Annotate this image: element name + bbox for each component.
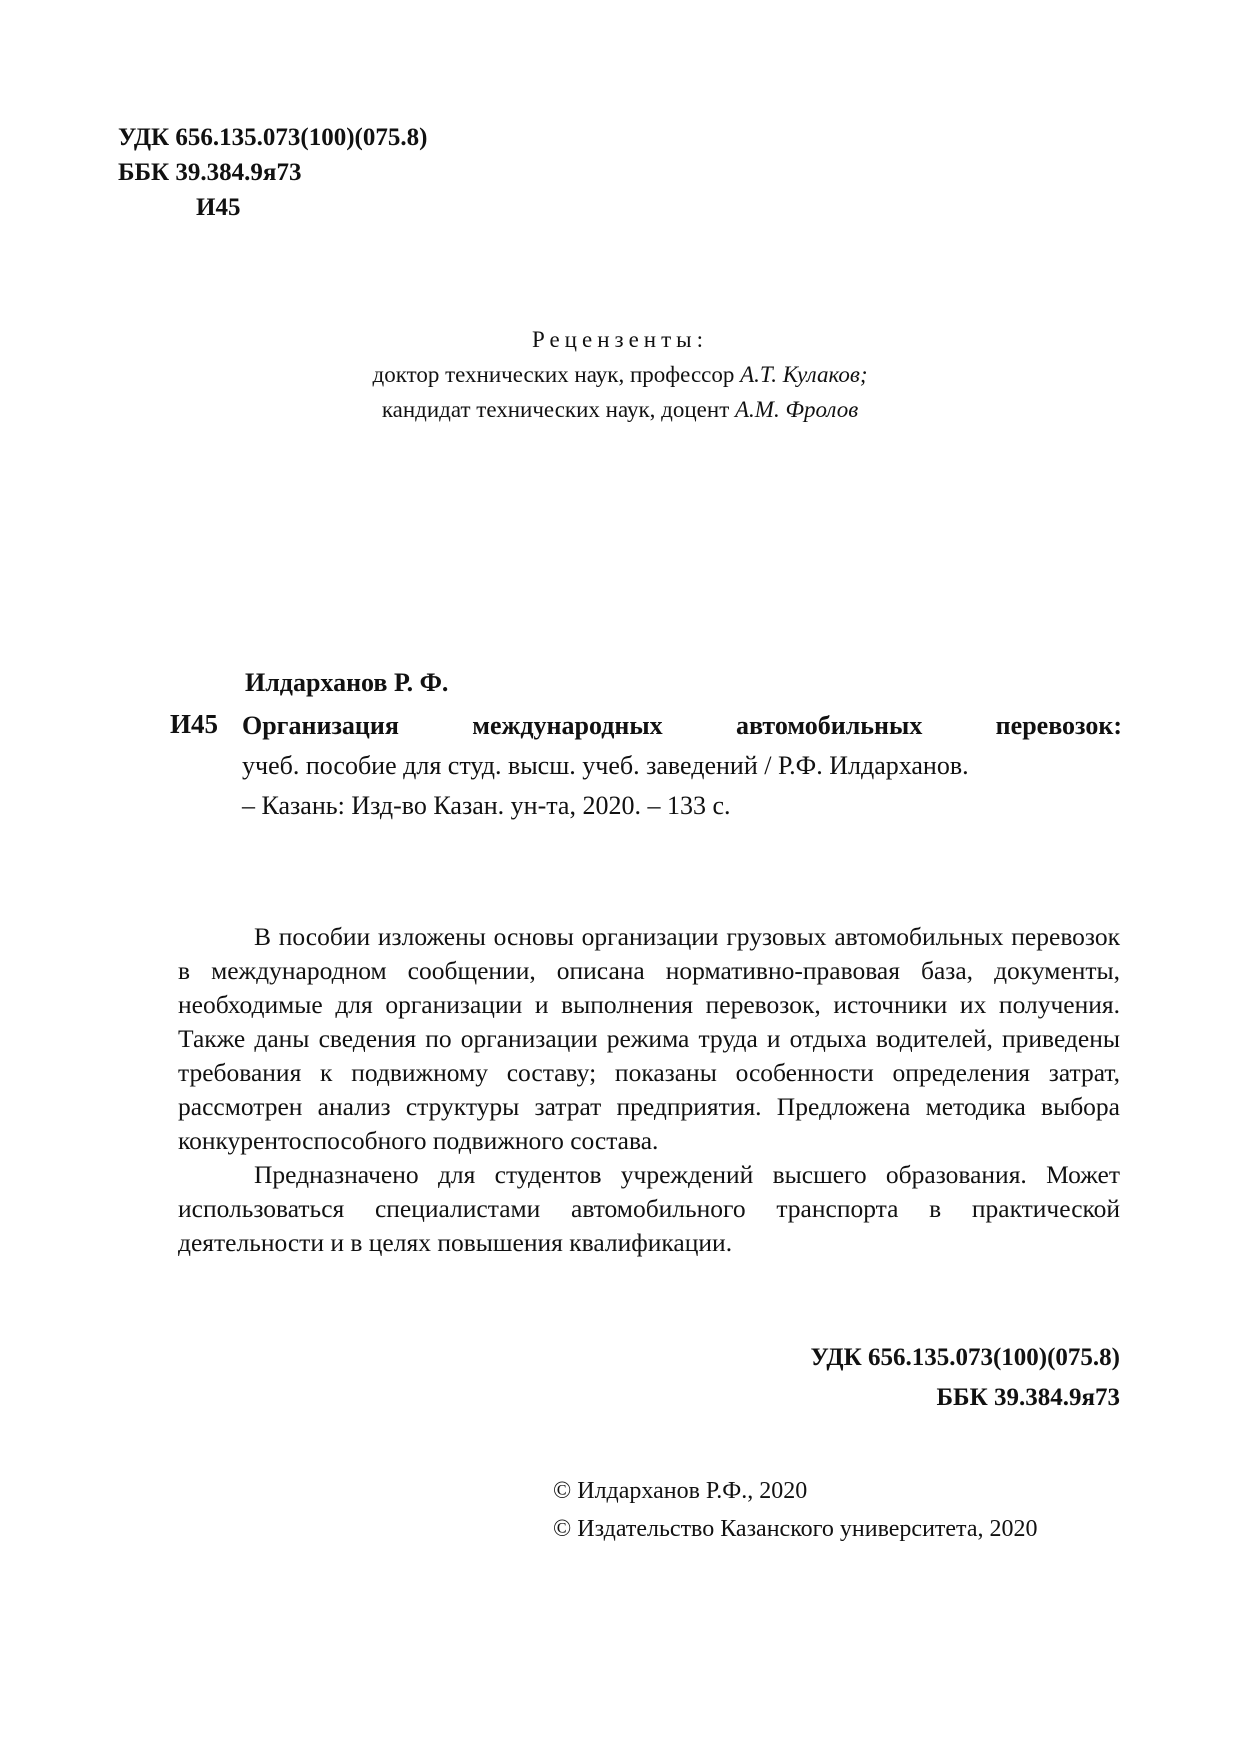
copyright-publisher: © Издательство Казанского университета, 2020 [553,1516,1038,1542]
annotation-paragraph-1: В пособии изложены основы организации грузовых автомобильных перевозок в международном сообщении, описана нормативно-правовая база, документы, необходимые для организации и выполнения перевозок, источники их получения. Также даны сведения по организации режима труда и отдыха водителей, приведены требования к подвижному составу; показаны особенности определения затрат, рассмотрен анализ структуры затрат предприятия. Предложена методика выбора конкурентоспособного подвижного состава. [178,922,1120,1155]
copyright-author: © Илдарханов Р.Ф., 2020 [553,1478,808,1504]
classification-codes-top [118,120,427,225]
author-mark: И45 [196,194,241,221]
reviewer-1-name: А.Т. Кулаков; [740,362,868,387]
bib-author-mark: И45 [170,709,219,739]
reviewer-line-1 [300,357,940,392]
reviewers-block [300,322,940,427]
reviewer-line-2 [300,392,940,427]
udk-code: УДК 656.135.073(100)(075.8) [118,124,428,151]
annotation-paragraph-2: Предназначено для студентов учреждений высшего образования. Может использоваться специалистами автомобильного транспорта в практической деятельности и в целях повышения квалификации. [178,1160,1120,1257]
udk-code-bottom: УДК 656.135.073(100)(075.8) [810,1344,1120,1371]
annotation [178,920,1120,1260]
bib-author: Илдарханов Р. Ф. [245,668,449,697]
classification-codes-bottom [811,1338,1120,1418]
copyright-block [553,1472,1038,1548]
bbk-code-bottom: ББК 39.384.9я73 [936,1384,1120,1411]
bibliographic-record [242,706,1122,826]
bbk-code: ББК 39.384.9я73 [118,159,302,186]
book-title: Организация международных автомобильных перевозок: [242,711,1122,740]
reviewer-1-role: доктор технических наук, профессор [372,362,735,387]
reviewers-heading: Рецензенты: [531,327,709,352]
reviewer-2-name: А.М. Фролов [735,397,859,422]
reviewer-2-role: кандидат технических наук, доцент [381,397,730,422]
bib-line-2: учеб. пособие для студ. высш. учеб. заведений / Р.Ф. Илдарханов. [242,751,969,780]
bib-line-3: – Казань: Изд-во Казан. ун-та, 2020. – 133 с. [242,791,731,820]
